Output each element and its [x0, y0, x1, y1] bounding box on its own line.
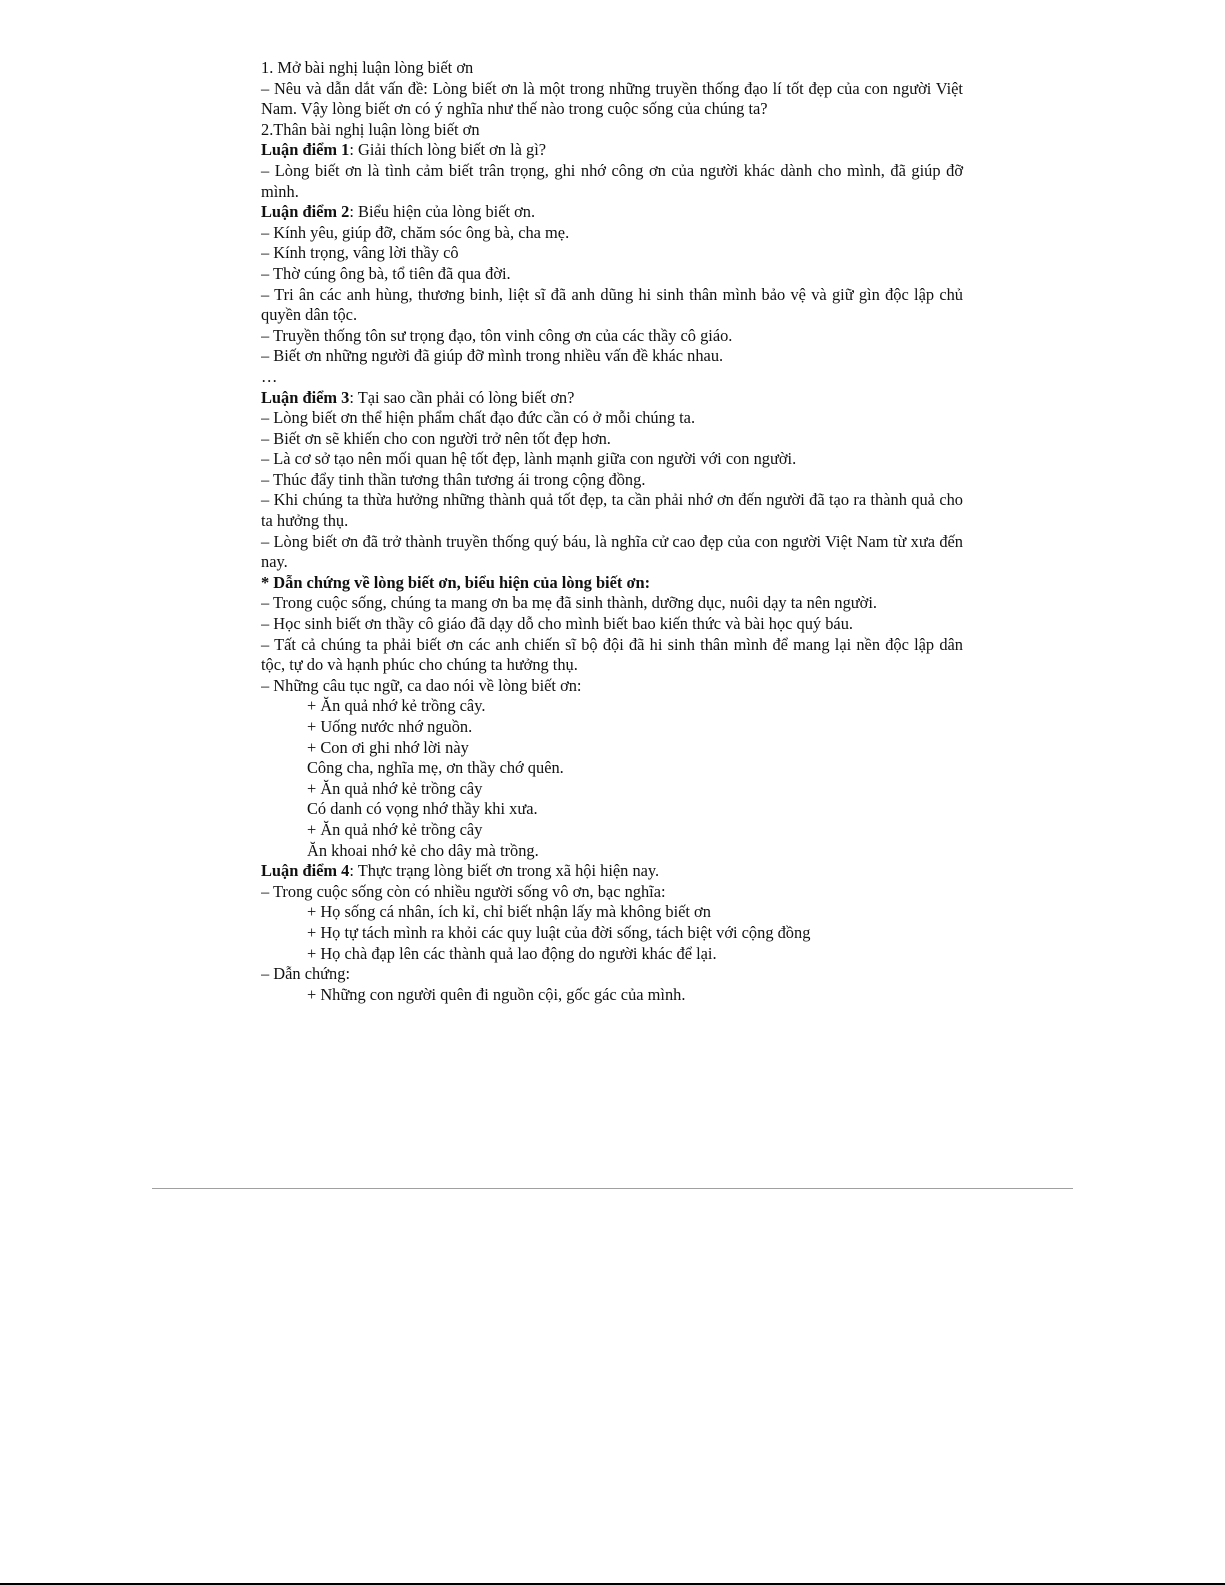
list-item: – Trong cuộc sống còn có nhiều người sống vô ơn, bạc nghĩa: [261, 881, 666, 901]
list-item: – Dẫn chứng: [261, 964, 350, 984]
list-item: – Biết ơn những người đã giúp đỡ mình trong nhiều vấn đề khác nhau. [261, 346, 724, 366]
proverb-line: Công cha, nghĩa mẹ, ơn thầy chớ quên. [307, 758, 564, 778]
point-3-label: Luận điểm 3 [261, 387, 350, 407]
list-item: – Kính trọng, vâng lời thầy cô [261, 243, 459, 263]
list-item: – Truyền thống tôn sư trọng đạo, tôn vinh công ơn của các thầy cô giáo. [261, 325, 733, 345]
list-item: – Lòng biết ơn thể hiện phẩm chất đạo đức cần có ở mỗi chúng ta. [261, 408, 696, 428]
point-4-heading [261, 861, 963, 882]
list-item: – Khi chúng ta thừa hưởng những thành quả tốt đẹp, ta cần phải nhớ ơn đến người đã tạo ra thành quả cho ta hưởng thụ. [261, 490, 963, 531]
intro-paragraph: – Nêu và dẫn dắt vấn đề: Lòng biết ơn là một trong những truyền thống đạo lí tốt đẹp của con người Việt Nam. Vậy lòng biết ơn có ý nghĩa như thế nào trong cuộc sống của chúng ta? [261, 78, 963, 119]
point-4-title: : Thực trạng lòng biết ơn trong xã hội hiện nay. [349, 861, 660, 881]
list-item: – Biết ơn sẽ khiến cho con người trở nên tốt đẹp hơn. [261, 428, 611, 448]
list-item: – Là cơ sở tạo nên mối quan hệ tốt đẹp, lành mạnh giữa con người với con người. [261, 449, 797, 469]
point-2-label: Luận điểm 2 [261, 202, 350, 222]
document-body [261, 58, 963, 1005]
proverb-line: Ăn khoai nhớ kẻ cho dây mà trồng. [307, 840, 539, 860]
list-item: – Thờ cúng ông bà, tổ tiên đã qua đời. [261, 263, 511, 283]
point-1-title: : Giải thích lòng biết ơn là gì? [349, 140, 547, 160]
point-3-heading [261, 388, 963, 409]
body-heading: 2.Thân bài nghị luận lòng biết ơn [261, 119, 480, 139]
list-item: – Tất cả chúng ta phải biết ơn các anh chiến sĩ bộ đội đã hi sinh thân mình để mang lại nền độc lập dân tộc, tự do và hạnh phúc cho chúng ta hưởng thụ. [261, 634, 963, 675]
list-item: – Học sinh biết ơn thầy cô giáo đã dạy dỗ cho mình biết bao kiến thức và bài học quý báu. [261, 614, 853, 634]
list-item: – Tri ân các anh hùng, thương binh, liệt sĩ đã anh dũng hi sinh thân mình bảo vệ và giữ gìn độc lập chủ quyền dân tộc. [261, 284, 963, 325]
page-separator [152, 1188, 1073, 1189]
sub-list-item: + Họ tự tách mình ra khỏi các quy luật của đời sống, tách biệt với cộng đồng [307, 922, 811, 942]
proverb-line: + Ăn quả nhớ kẻ trồng cây. [307, 696, 486, 716]
point-2-heading [261, 202, 963, 223]
point-4-label: Luận điểm 4 [261, 861, 350, 881]
sub-list-item: + Họ sống cá nhân, ích kỉ, chỉ biết nhận lấy mà không biết ơn [307, 902, 711, 922]
proverb-line: + Ăn quả nhớ kẻ trồng cây [307, 778, 483, 798]
list-item: – Lòng biết ơn đã trở thành truyền thống quý báu, là nghĩa cử cao đẹp của con người Việt Nam từ xưa đến nay. [261, 531, 963, 572]
proverb-line: + Ăn quả nhớ kẻ trồng cây [307, 819, 483, 839]
evidence-heading: * Dẫn chứng về lòng biết ơn, biểu hiện của lòng biết ơn: [261, 572, 651, 592]
point-1-heading [261, 140, 963, 161]
intro-heading: 1. Mở bài nghị luận lòng biết ơn [261, 58, 474, 77]
point-3-title: : Tại sao cần phải có lòng biết ơn? [349, 387, 575, 407]
sub-list-item: + Họ chà đạp lên các thành quả lao động do người khác để lại. [307, 943, 717, 963]
ellipsis: … [261, 366, 278, 386]
proverb-line: + Con ơi ghi nhớ lời này [307, 737, 469, 757]
point-1-label: Luận điểm 1 [261, 140, 350, 160]
point-2-title: : Biểu hiện của lòng biết ơn. [349, 202, 536, 222]
proverb-line: + Uống nước nhớ nguồn. [307, 717, 473, 736]
list-item: – Trong cuộc sống, chúng ta mang ơn ba mẹ đã sinh thành, dưỡng dục, nuôi dạy ta nên người. [261, 593, 877, 613]
proverbs-intro: – Những câu tục ngữ, ca dao nói về lòng biết ơn: [261, 675, 582, 695]
sub-list-item: + Những con người quên đi nguồn cội, gốc gác của mình. [307, 984, 686, 1004]
point-1-detail: – Lòng biết ơn là tình cảm biết trân trọng, ghi nhớ công ơn của người khác dành cho mình, đã giúp đỡ mình. [261, 160, 963, 201]
proverb-line: Có danh có vọng nhớ thầy khi xưa. [307, 799, 538, 819]
list-item: – Kính yêu, giúp đỡ, chăm sóc ông bà, cha mẹ. [261, 222, 570, 242]
list-item: – Thúc đẩy tinh thần tương thân tương ái trong cộng đồng. [261, 469, 646, 489]
